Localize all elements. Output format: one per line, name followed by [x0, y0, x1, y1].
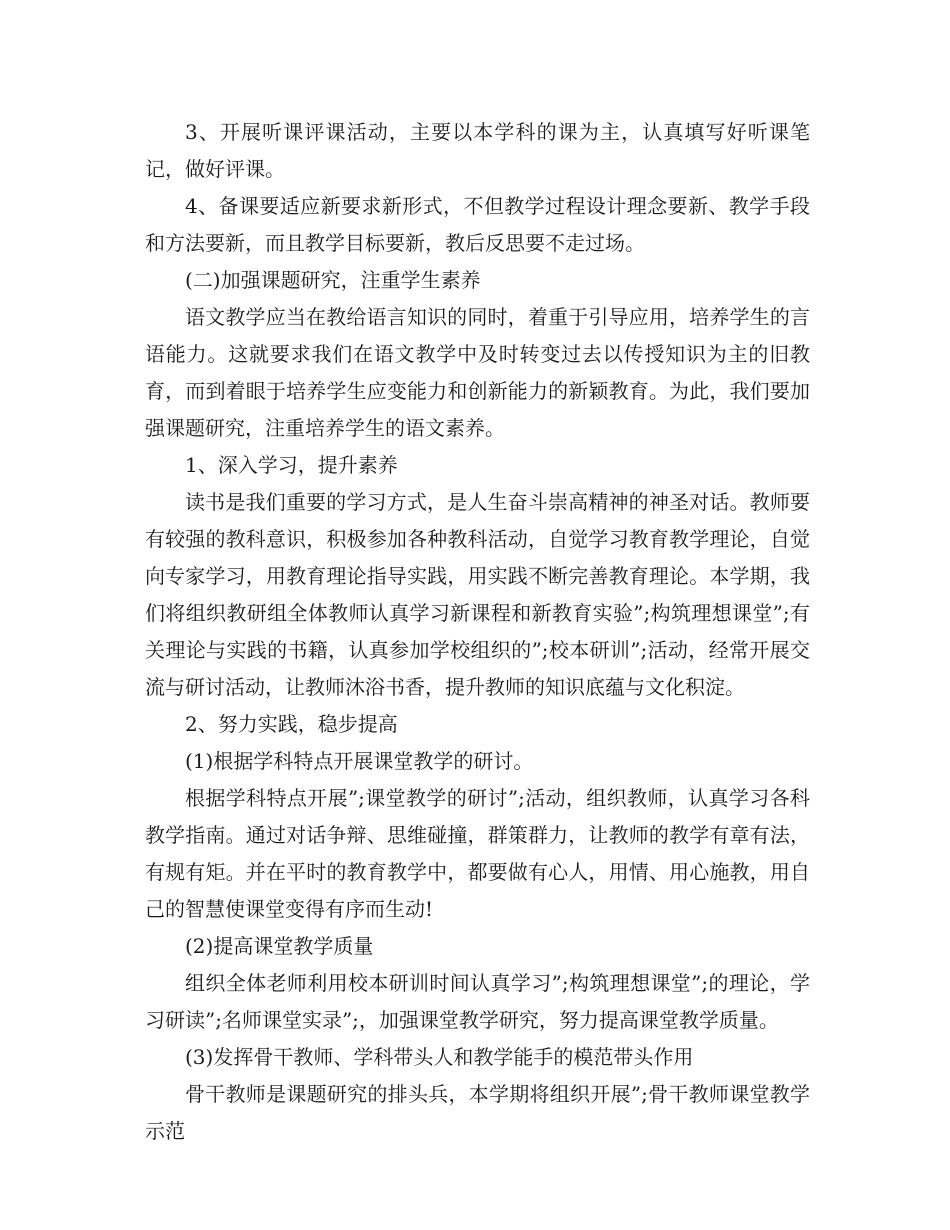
paragraph-research-activity: 根据学科特点开展”;课堂教学的研讨”;活动，组织教师，认真学习各科教学指南。通过对话争辩、思维碰撞，群策群力，让教师的教学有章有法，有规有矩。并在平时的教育教学中，都要做有心人，用情、用心施教，用自己的智慧使课堂变得有序而生动! [145, 786, 810, 921]
subheading-quality: (2)提高课堂教学质量 [185, 934, 374, 958]
paragraph-backbone-teachers: 骨干教师是课题研究的排头兵，本学期将组织开展”;骨干教师课堂教学示范 [145, 1082, 810, 1143]
paragraph-item-4-lesson-prep: 4、备课要适应新要求新形式，不但教学过程设计理念要新、教学手段和方法要新，而且教学目标要新，教后反思要不走过场。 [145, 194, 810, 255]
subheading-backbone-teachers: (3)发挥骨干教师、学科带头人和教学能手的模范带头作用 [185, 1045, 694, 1069]
document-body [145, 114, 810, 1150]
section-heading-2: (二)加强课题研究，注重学生素养 [185, 268, 481, 292]
paragraph-item-3-evaluation: 3、开展听课评课活动，主要以本学科的课为主，认真填写好听课笔记，做好评课。 [145, 120, 810, 181]
subheading-research-discussion: (1)根据学科特点开展课堂教学的研讨。 [185, 749, 534, 773]
subheading-deep-learning: 1、深入学习，提升素养 [185, 453, 398, 477]
paragraph-chinese-teaching: 语文教学应当在教给语言知识的同时，着重于引导应用，培养学生的言语能力。这就要求我们在语文教学中及时转变过去以传授知识为主的旧教育，而到着眼于培养学生应变能力和创新能力的新颖教育。为此，我们要加强课题研究，注重培养学生的语文素养。 [145, 305, 810, 440]
paragraph-quality: 组织全体老师利用校本研训时间认真学习”;构筑理想课堂”;的理论，学习研读”;名师课堂实录”;，加强课堂教学研究，努力提高课堂教学质量。 [145, 971, 810, 1032]
paragraph-reading: 读书是我们重要的学习方式，是人生奋斗崇高精神的神圣对话。教师要有较强的教科意识，积极参加各种教科活动，自觉学习教育教学理论，自觉向专家学习，用教育理论指导实践，用实践不断完善教育理论。本学期，我们将组织教研组全体教师认真学习新课程和新教育实验”;构筑理想课堂”;有关理论与实践的书籍，认真参加学校组织的”;校本研训”;活动，经常开展交流与研讨活动，让教师沐浴书香，提升教师的知识底蕴与文化积淀。 [145, 490, 810, 699]
subheading-practice: 2、努力实践，稳步提高 [185, 712, 398, 736]
